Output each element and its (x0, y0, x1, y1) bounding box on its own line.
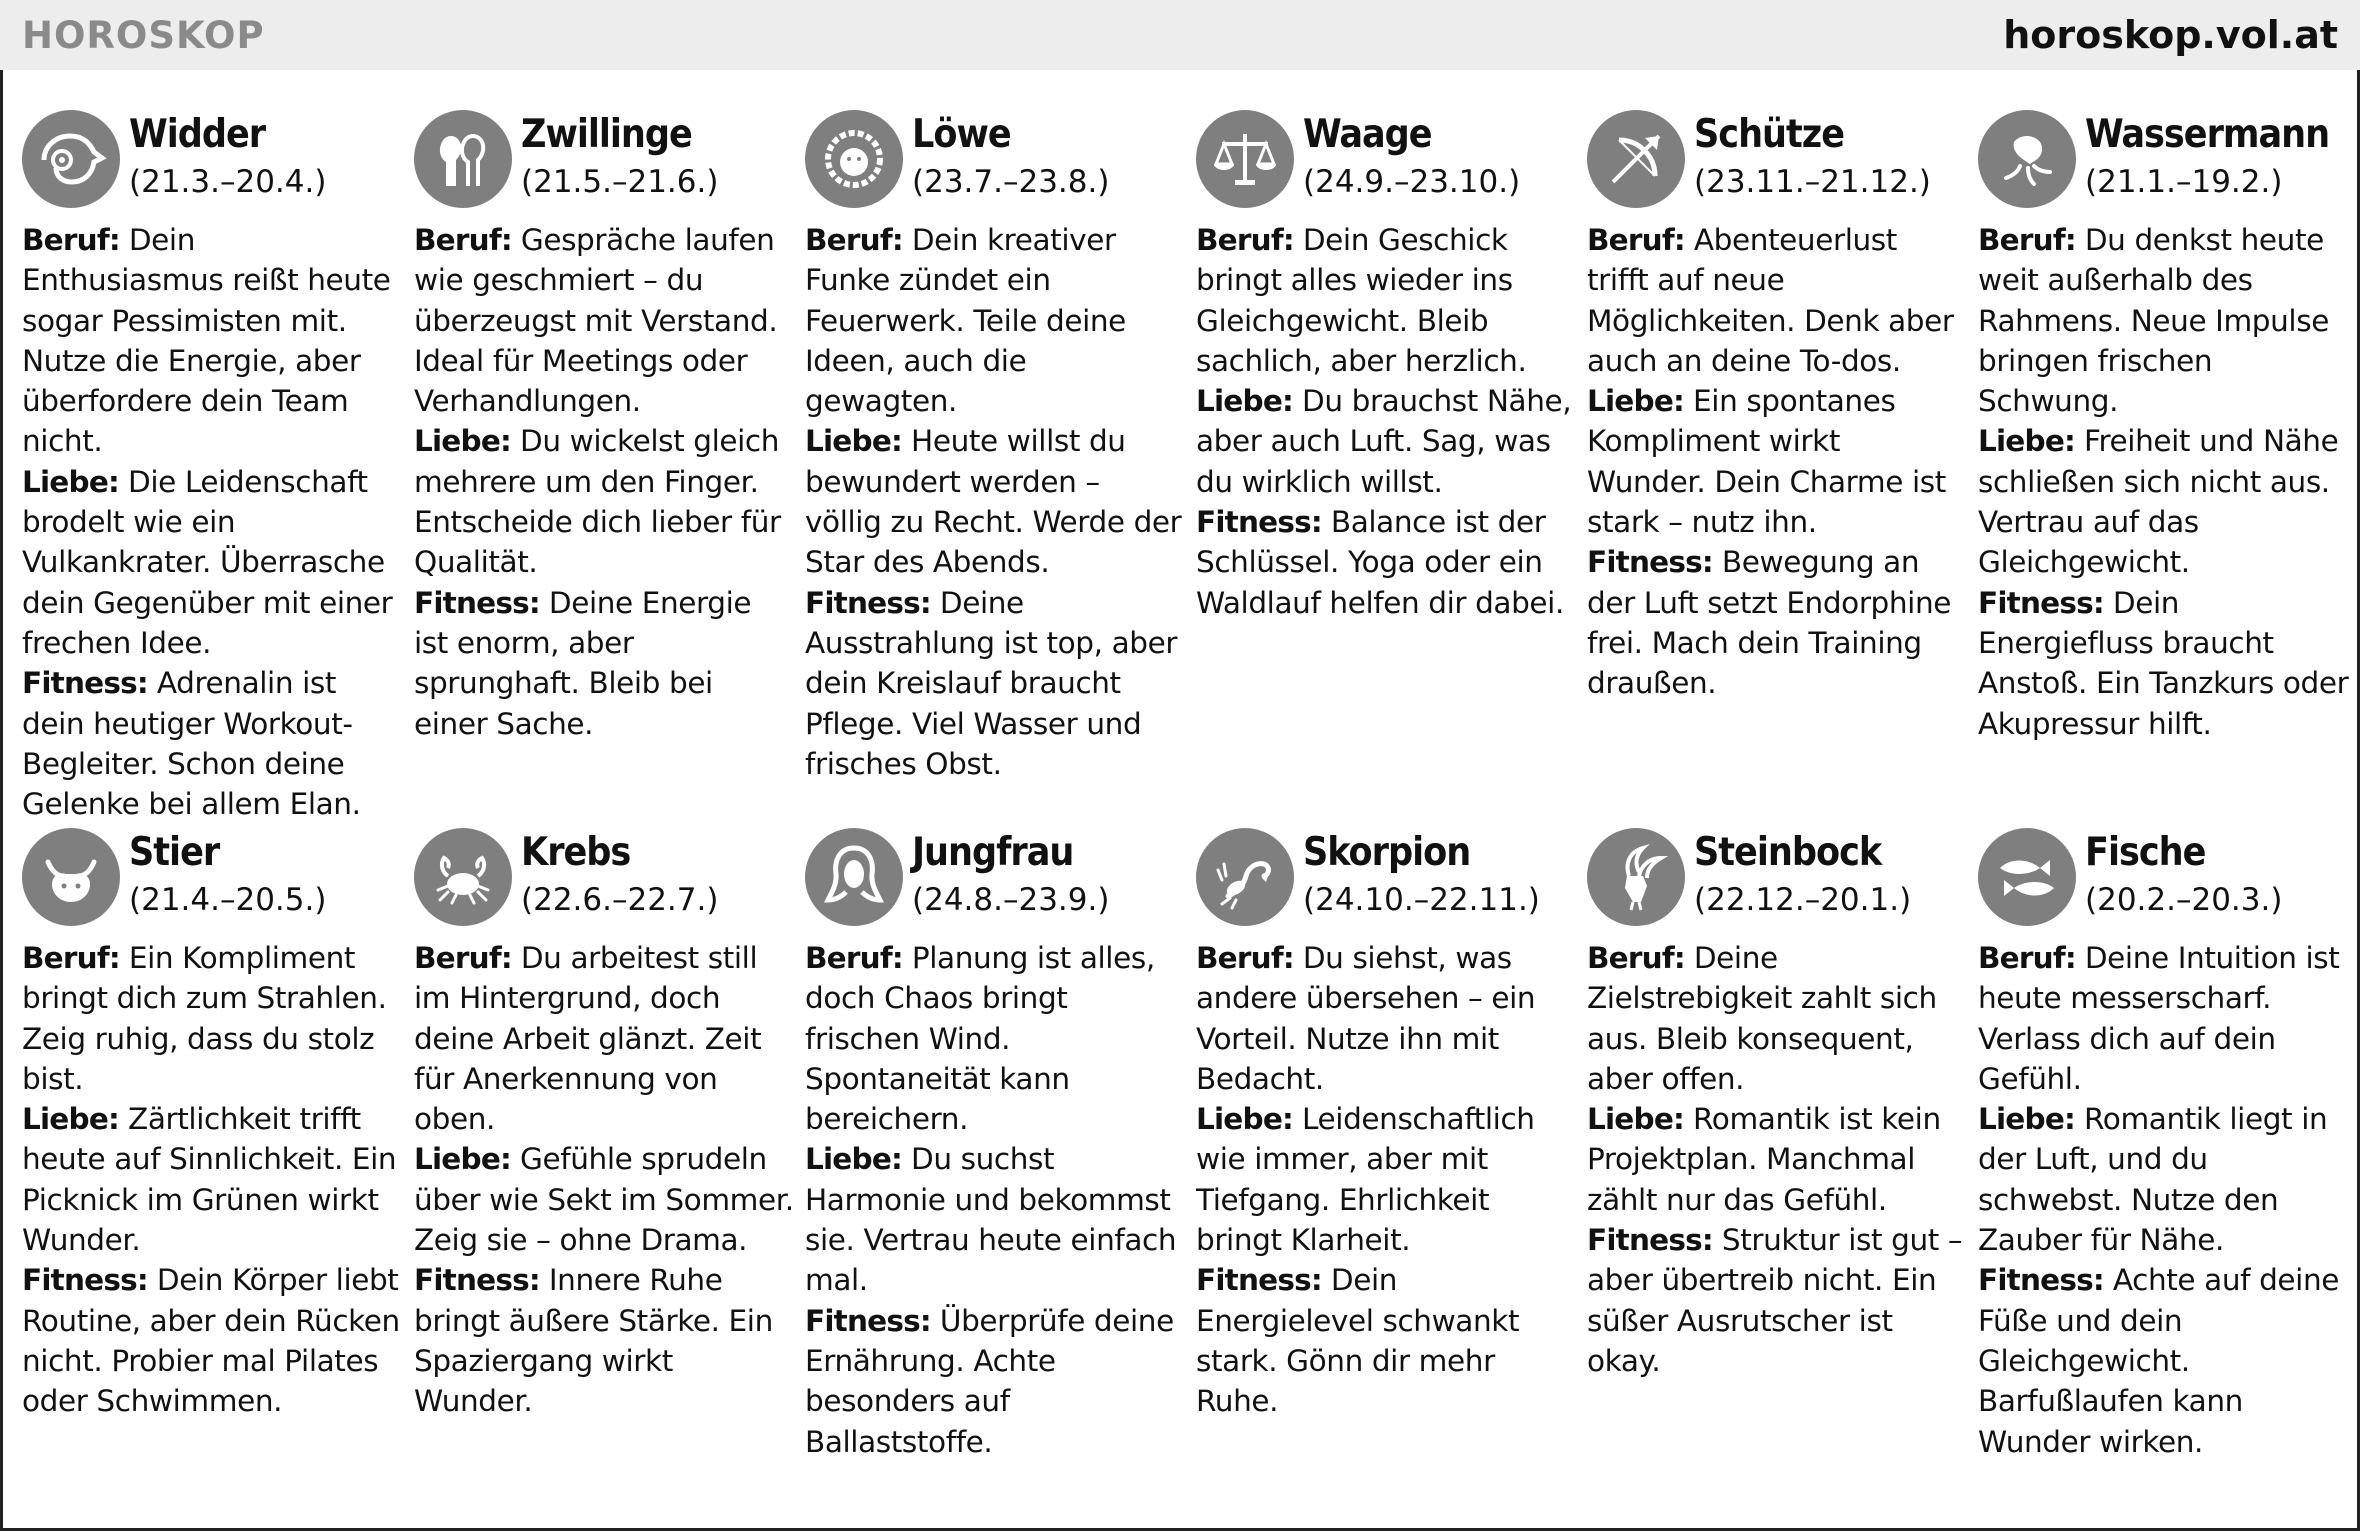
beruf-label: Beruf: (805, 941, 903, 975)
liebe-text: Du wickelst gleich mehrere um den Finger. Entscheide dich lieber für Qualität. (414, 424, 781, 580)
sign-name: Waage (1303, 112, 1432, 157)
lion-icon (805, 110, 903, 208)
liebe-label: Liebe: (22, 464, 120, 499)
beruf-label: Beruf: (1196, 223, 1294, 257)
liebe-label: Liebe: (1587, 1102, 1685, 1137)
sign-schuetze (1587, 110, 1967, 704)
liebe-text: Zärtlichkeit trifft heute auf Sinnlichkeit. Ein Picknick im Grünen wirkt Wunder. (22, 1102, 397, 1258)
sign-text (805, 220, 1185, 784)
sign-dates: (24.10.–22.11.) (1303, 882, 1540, 918)
beruf-text: Ein Kompliment bringt dich zum Strahlen. Zeig ruhig, dass du stolz bist. (22, 941, 387, 1096)
scorpion-icon (1196, 828, 1294, 926)
fitness-label: Fitness: (414, 1263, 540, 1298)
sign-jungfrau (805, 828, 1185, 1462)
sign-text (805, 938, 1185, 1462)
sign-name: Löwe (912, 112, 1011, 157)
fitness-text: Struktur ist gut – aber übertreib nicht. Ein süßer Ausrutscher ist okay. (1587, 1223, 1963, 1378)
section-title: HOROSKOP (22, 13, 265, 57)
liebe-text: Die Leidenschaft brodelt wie ein Vulkankrater. Überrasche dein Gegenüber mit einer frechen Idee. (22, 464, 393, 660)
fitness-text: Überprüfe deine Ernährung. Achte besonders auf Ballaststoffe. (805, 1303, 1174, 1459)
fitness-label: Fitness: (22, 1263, 148, 1298)
liebe-text: Heute willst du bewundert werden – völlig zu Recht. Werde der Star des Abends. (805, 424, 1182, 580)
fitness-text: Balance ist der Schlüssel. Yoga oder ein Waldlauf helfen dir dabei. (1196, 505, 1564, 620)
site-url[interactable]: horoskop.vol.at (2003, 13, 2338, 57)
sign-dates: (24.8.–23.9.) (912, 882, 1110, 918)
beruf-label: Beruf: (414, 223, 512, 257)
sign-text (1978, 220, 2358, 744)
sign-dates: (23.11.–21.12.) (1694, 164, 1931, 200)
ibex-icon (1587, 828, 1685, 926)
fitness-label: Fitness: (414, 585, 540, 620)
beruf-text: Du arbeitest still im Hintergrund, doch deine Arbeit glänzt. Zeit für Anerkennung von oben. (414, 941, 762, 1137)
sign-loewe (805, 110, 1185, 784)
fitness-label: Fitness: (1978, 1263, 2104, 1298)
fitness-label: Fitness: (1587, 545, 1713, 580)
beruf-text: Du siehst, was andere übersehen – ein Vorteil. Nutze ihn mit Bedacht. (1196, 941, 1536, 1096)
liebe-label: Liebe: (1978, 1102, 2076, 1137)
beruf-text: Planung ist alles, doch Chaos bringt frischen Wind. Spontaneität kann bereichern. (805, 941, 1155, 1137)
sign-fische (1978, 828, 2358, 1462)
fish-icon (1978, 828, 2076, 926)
page-header (0, 0, 2360, 70)
sign-text (1196, 938, 1576, 1422)
sign-krebs (414, 828, 794, 1422)
fitness-label: Fitness: (1196, 505, 1322, 540)
fitness-label: Fitness: (805, 1303, 931, 1338)
beruf-text: Gespräche laufen wie geschmiert – du überzeugst mit Verstand. Ideal für Meetings oder Verhandlungen. (414, 223, 778, 419)
sign-text (414, 220, 794, 744)
beruf-text: Deine Intuition ist heute messerscharf. Verlass dich auf dein Gefühl. (1978, 941, 2340, 1096)
scales-icon (1196, 110, 1294, 208)
fitness-text: Dein Energiefluss braucht Anstoß. Ein Tanzkurs oder Akupressur hilft. (1978, 585, 2349, 741)
sign-skorpion (1196, 828, 1576, 1422)
fitness-label: Fitness: (805, 585, 931, 620)
fitness-text: Deine Ausstrahlung ist top, aber dein Kreislauf braucht Pflege. Viel Wasser und frisches Obst. (805, 585, 1178, 781)
beruf-text: Dein Geschick bringt alles wieder ins Gleichgewicht. Bleib sachlich, aber herzlich. (1196, 223, 1527, 378)
fitness-text: Achte auf deine Füße und dein Gleichgewicht. Barfußlaufen kann Wunder wirken. (1978, 1263, 2340, 1459)
sign-name: Skorpion (1303, 830, 1471, 875)
fitness-text: Dein Energielevel schwankt stark. Gönn dir mehr Ruhe. (1196, 1263, 1520, 1419)
fitness-label: Fitness: (1196, 1263, 1322, 1298)
sign-dates: (22.6.–22.7.) (521, 882, 719, 918)
beruf-label: Beruf: (805, 223, 903, 257)
liebe-text: Romantik liegt in der Luft, und du schwebst. Nutze den Zauber für Nähe. (1978, 1102, 2328, 1258)
fitness-text: Deine Energie ist enorm, aber sprunghaft. Bleib bei einer Sache. (414, 585, 752, 741)
beruf-label: Beruf: (1587, 223, 1685, 257)
sign-text (22, 220, 402, 824)
ram-icon (22, 110, 120, 208)
beruf-label: Beruf: (22, 941, 120, 975)
sign-dates: (22.12.–20.1.) (1694, 882, 1912, 918)
liebe-text: Romantik ist kein Projektplan. Manchmal zählt nur das Gefühl. (1587, 1102, 1941, 1217)
fitness-text: Adrenalin ist dein heutiger Workout-Begleiter. Schon deine Gelenke bei allem Elan. (22, 666, 361, 822)
beruf-label: Beruf: (1587, 941, 1685, 975)
liebe-label: Liebe: (805, 1142, 903, 1177)
beruf-text: Abenteuerlust trifft auf neue Möglichkeiten. Denk aber auch an deine To-dos. (1587, 223, 1954, 378)
liebe-text: Leidenschaftlich wie immer, aber mit Tiefgang. Ehrlichkeit bringt Klarheit. (1196, 1102, 1535, 1258)
sign-name: Schütze (1694, 112, 1845, 157)
beruf-label: Beruf: (414, 941, 512, 975)
sign-steinbock (1587, 828, 1967, 1381)
liebe-label: Liebe: (1196, 1102, 1294, 1137)
liebe-label: Liebe: (805, 424, 903, 459)
sign-stier (22, 828, 402, 1422)
liebe-text: Ein spontanes Kompliment wirkt Wunder. Dein Charme ist stark – nutz ihn. (1587, 384, 1946, 540)
sign-text (414, 938, 794, 1422)
sign-name: Jungfrau (912, 830, 1074, 875)
bull-icon (22, 828, 120, 926)
sign-name: Wassermann (2085, 112, 2330, 157)
fitness-text: Dein Körper liebt Routine, aber dein Rücken nicht. Probier mal Pilates oder Schwimmen. (22, 1263, 400, 1419)
water-bearer-icon (1978, 110, 2076, 208)
sign-text (1587, 220, 1967, 704)
fitness-text: Bewegung an der Luft setzt Endorphine frei. Mach dein Training draußen. (1587, 545, 1952, 701)
beruf-text: Dein kreativer Funke zündet ein Feuerwerk. Teile deine Ideen, auch die gewagten. (805, 223, 1126, 419)
sign-name: Widder (129, 112, 266, 157)
liebe-text: Du suchst Harmonie und bekommst sie. Vertrau heute einfach mal. (805, 1142, 1177, 1298)
sign-zwillinge (414, 110, 794, 744)
liebe-label: Liebe: (1196, 384, 1294, 419)
sign-dates: (21.4.–20.5.) (129, 882, 327, 918)
sign-text (22, 938, 402, 1422)
sign-text (1587, 938, 1967, 1381)
sign-dates: (21.1.–19.2.) (2085, 164, 2283, 200)
liebe-label: Liebe: (22, 1102, 120, 1137)
fitness-text: Innere Ruhe bringt äußere Stärke. Ein Spaziergang wirkt Wunder. (414, 1263, 773, 1419)
sign-name: Stier (129, 830, 220, 875)
liebe-text: Gefühle sprudeln über wie Sekt im Sommer. Zeig sie – ohne Drama. (414, 1142, 794, 1258)
fitness-label: Fitness: (1587, 1223, 1713, 1258)
liebe-label: Liebe: (1978, 424, 2076, 459)
virgin-icon (805, 828, 903, 926)
sign-wassermann (1978, 110, 2358, 744)
liebe-label: Liebe: (414, 1142, 512, 1177)
liebe-label: Liebe: (414, 424, 512, 459)
sign-dates: (20.2.–20.3.) (2085, 882, 2283, 918)
beruf-text: Deine Zielstrebigkeit zahlt sich aus. Bleib konsequent, aber offen. (1587, 941, 1937, 1096)
liebe-label: Liebe: (1587, 384, 1685, 419)
archer-icon (1587, 110, 1685, 208)
sign-widder (22, 110, 402, 824)
beruf-label: Beruf: (1196, 941, 1294, 975)
sign-dates: (24.9.–23.10.) (1303, 164, 1521, 200)
sign-name: Zwillinge (521, 112, 692, 157)
sign-text (1978, 938, 2358, 1462)
beruf-text: Du denkst heute weit außerhalb des Rahmens. Neue Impulse bringen frischen Schwung. (1978, 223, 2329, 419)
fitness-label: Fitness: (1978, 585, 2104, 620)
beruf-text: Dein Enthusiasmus reißt heute sogar Pessimisten mit. Nutze die Energie, aber überfordere dein Team nicht. (22, 223, 391, 459)
twins-icon (414, 110, 512, 208)
sign-waage (1196, 110, 1576, 623)
sign-name: Krebs (521, 830, 631, 875)
sign-dates: (21.3.–20.4.) (129, 164, 327, 200)
beruf-label: Beruf: (22, 223, 120, 257)
beruf-label: Beruf: (1978, 941, 2076, 975)
fitness-label: Fitness: (22, 666, 148, 701)
crab-icon (414, 828, 512, 926)
sign-dates: (23.7.–23.8.) (912, 164, 1110, 200)
sign-name: Steinbock (1694, 830, 1882, 875)
beruf-label: Beruf: (1978, 223, 2076, 257)
sign-dates: (21.5.–21.6.) (521, 164, 719, 200)
liebe-text: Freiheit und Nähe schließen sich nicht aus. Vertrau auf das Gleichgewicht. (1978, 424, 2339, 580)
sign-name: Fische (2085, 830, 2206, 875)
liebe-text: Du brauchst Nähe, aber auch Luft. Sag, was du wirklich willst. (1196, 384, 1572, 499)
sign-text (1196, 220, 1576, 623)
